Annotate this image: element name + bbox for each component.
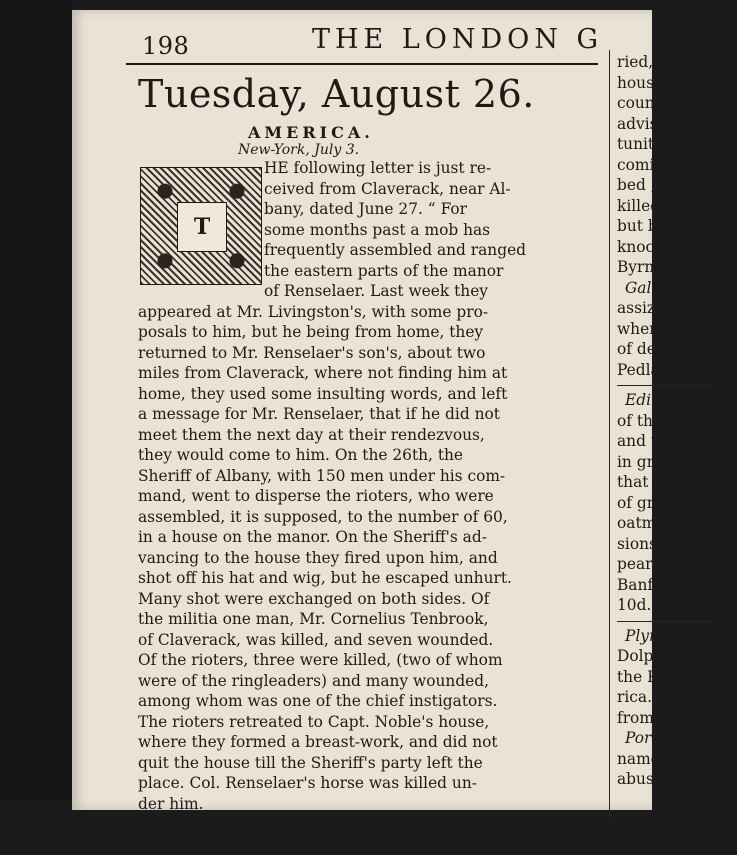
side-article-line: Banff, m bbox=[617, 575, 737, 596]
side-article-line: ried, being bbox=[617, 52, 737, 73]
article-line: home, they used some insulting words, and left bbox=[138, 384, 550, 405]
main-article-column bbox=[138, 158, 550, 855]
page-edge-shadow bbox=[0, 0, 72, 800]
side-article-column bbox=[617, 52, 737, 790]
masthead-title: THE LONDON G bbox=[312, 24, 603, 55]
side-article-line: Portf bbox=[617, 728, 737, 749]
side-article-line: that count bbox=[617, 472, 737, 493]
header-rule bbox=[126, 63, 598, 65]
article-line: of Claverack, was killed, and seven wounded. bbox=[138, 630, 550, 651]
drop-cap-letter: T bbox=[177, 202, 227, 252]
side-article-line: of grain, bbox=[617, 493, 737, 514]
side-article-line: coming to h bbox=[617, 155, 737, 176]
article-line: Sheriff of Albany, with 150 men under his com- bbox=[138, 466, 550, 487]
page-number: 198 bbox=[142, 32, 189, 60]
article-line: meet them the next day at their rendezvous, bbox=[138, 425, 550, 446]
article-line: quit the house till the Sheriff's party left the bbox=[138, 753, 550, 774]
article-line: frequently assembled and ranged bbox=[138, 240, 550, 261]
article-line: miles from Claverack, where not finding him at bbox=[138, 363, 550, 384]
article-line: place. Col. Renselaer's horse was killed un- bbox=[138, 773, 550, 794]
side-article-line: from a c bbox=[617, 708, 737, 729]
side-article-line: assizes of F bbox=[617, 298, 737, 319]
article-line: some months past a mob has bbox=[138, 220, 550, 241]
side-article-line: rica. T bbox=[617, 687, 737, 708]
side-article-line: of death, f bbox=[617, 339, 737, 360]
side-article-line: sions in pr bbox=[617, 534, 737, 555]
side-article-line: in great f bbox=[617, 452, 737, 473]
section-heading: AMERICA. bbox=[248, 123, 374, 142]
article-line: posals to him, but he being from home, they bbox=[138, 322, 550, 343]
side-article-line: abused bbox=[617, 769, 737, 790]
side-article-line: knocked hi bbox=[617, 237, 737, 258]
article-line: The rioters retreated to Capt. Noble's house, bbox=[138, 712, 550, 733]
article-line: Of the rioters, three were killed, (two of whom bbox=[138, 650, 550, 671]
side-article-line: Pedlar, in bbox=[617, 360, 737, 381]
article-line: HE following letter is just re- bbox=[138, 158, 550, 179]
article-line: bany, dated June 27. “ For bbox=[138, 199, 550, 220]
side-article-line: Edinbur bbox=[617, 390, 737, 411]
article-line: ceived from Claverack, near Al- bbox=[138, 179, 550, 200]
article-line: choly accounts from different parts of the Con- bbox=[138, 835, 550, 855]
article-line: Many shot were exchanged on both sides. Of bbox=[138, 589, 550, 610]
side-article-line: name wa bbox=[617, 749, 737, 770]
section-separator bbox=[617, 621, 712, 622]
article-line: assembled, it is supposed, to the number of 60, bbox=[138, 507, 550, 528]
article-line: in a house on the manor. On the Sheriff's ad- bbox=[138, 527, 550, 548]
article-line: a message for Mr. Renselaer, that if he did not bbox=[138, 404, 550, 425]
side-article-line: of the nort bbox=[617, 411, 737, 432]
article-line: the eastern parts of the manor bbox=[138, 261, 550, 282]
article-line: New-York, July 14. We have many melan- bbox=[138, 814, 550, 835]
side-article-line: house of on bbox=[617, 73, 737, 94]
article-line: appeared at Mr. Livingston's, with some pro- bbox=[138, 302, 550, 323]
side-article-line: county, who bbox=[617, 93, 737, 114]
side-article-line: bed ; he afte bbox=[617, 175, 737, 196]
side-article-line: oatmeal fo bbox=[617, 513, 737, 534]
side-article-line: when James bbox=[617, 319, 737, 340]
article-line: returned to Mr. Renselaer's son's, about two bbox=[138, 343, 550, 364]
article-line: shot off his hat and wig, but he escaped unhurt. bbox=[138, 568, 550, 589]
side-article-line: but being pu bbox=[617, 216, 737, 237]
side-article-line: advising him bbox=[617, 114, 737, 135]
dateline: New-York, July 3. bbox=[238, 142, 359, 158]
side-article-line: tunity to fl bbox=[617, 134, 737, 155]
column-divider bbox=[609, 50, 610, 820]
article-line: vancing to the house they fired upon him, and bbox=[138, 548, 550, 569]
side-article-line: pearance l bbox=[617, 554, 737, 575]
article-line: were of the ringleaders) and many wounded, bbox=[138, 671, 550, 692]
article-line: of Renselaer. Last week they bbox=[138, 281, 550, 302]
side-article-line: Galway, bbox=[617, 278, 737, 299]
side-article-line: killed one o bbox=[617, 196, 737, 217]
article-line: they would come to him. On the 26th, the bbox=[138, 445, 550, 466]
article-line: where they formed a breast-work, and did not bbox=[138, 732, 550, 753]
section-separator bbox=[617, 385, 712, 386]
side-article-line: the Prince bbox=[617, 667, 737, 688]
side-article-line: Plymo bbox=[617, 626, 737, 647]
side-article-line: and that th bbox=[617, 431, 737, 452]
newspaper-page bbox=[72, 10, 652, 810]
side-article-line: Dolphin bbox=[617, 646, 737, 667]
article-line: der him. bbox=[138, 794, 550, 815]
article-line: mand, went to disperse the rioters, who were bbox=[138, 486, 550, 507]
side-article-line: 10d. per bbox=[617, 595, 737, 616]
side-article-line: Byrne is fin bbox=[617, 257, 737, 278]
article-line: the militia one man, Mr. Cornelius Tenbrook, bbox=[138, 609, 550, 630]
date-heading: Tuesday, August 26. bbox=[138, 72, 535, 116]
article-line: among whom was one of the chief instigators. bbox=[138, 691, 550, 712]
